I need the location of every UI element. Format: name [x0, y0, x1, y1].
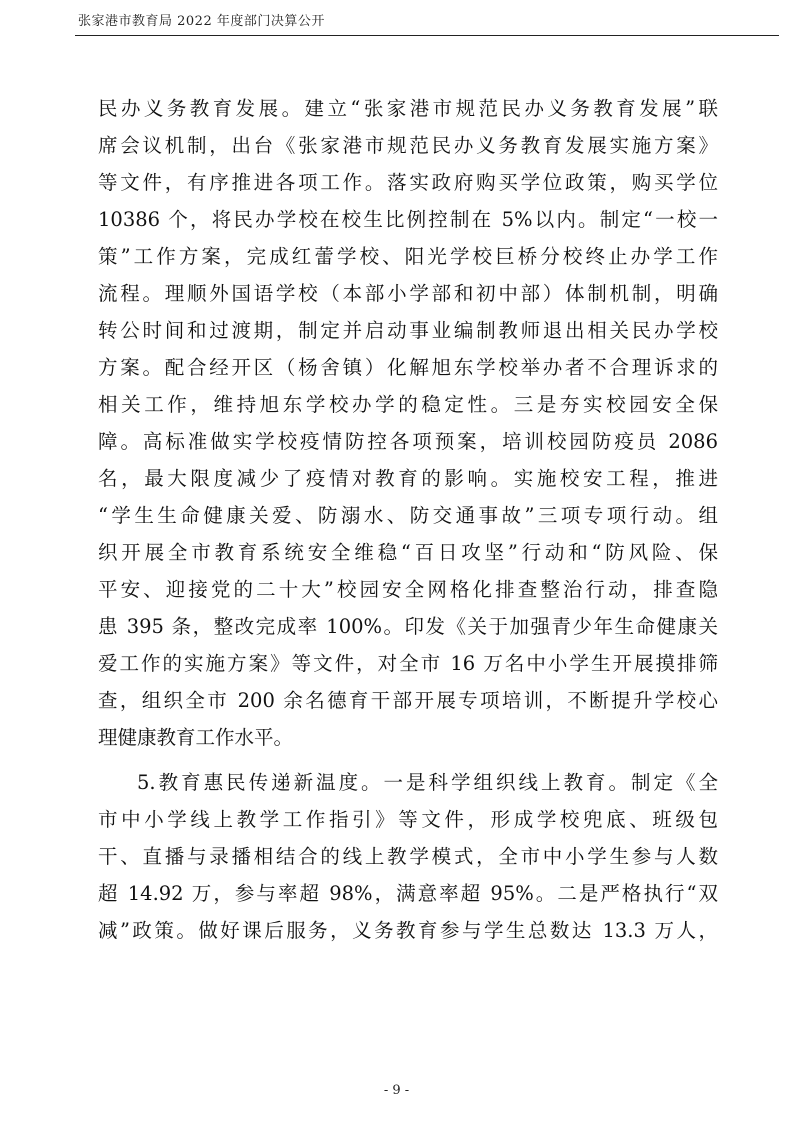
text-line: 10386 个，将民办学校在校生比例控制在 5%以内。制定“一校一: [98, 208, 718, 231]
text-line: 理健康教育工作水平。: [98, 726, 294, 749]
text-line: 平安、迎接党的二十大”校园安全网格化排查整治行动，排查隐: [98, 578, 718, 601]
header-divider: [75, 35, 779, 36]
text-line: 相关工作，维持旭东学校办学的稳定性。三是夯实校园安全保: [98, 393, 718, 416]
paragraph-2: [98, 764, 718, 949]
text-line: 等文件，有序推进各项工作。落实政府购买学位政策，购买学位: [98, 171, 718, 194]
document-body: [98, 90, 718, 949]
text-line: 患 395 条，整改完成率 100%。印发《关于加强青少年生命健康关: [98, 615, 718, 638]
text-line: 织开展全市教育系统安全维稳“百日攻坚”行动和“防风险、保: [98, 541, 718, 564]
text-line: “学生生命健康关爱、防溺水、防交通事故”三项专项行动。组: [98, 504, 718, 527]
text-line: 爱工作的实施方案》等文件，对全市 16 万名中小学生开展摸排筛: [98, 652, 718, 675]
page-number: - 9 -: [383, 1083, 410, 1098]
text-line: 减”政策。做好课后服务，义务教育参与学生总数达 13.3 万人，: [98, 919, 718, 942]
paragraph-gap: [98, 756, 718, 764]
text-line: 障。高标准做实学校疫情防控各项预案，培训校园防疫员 2086: [98, 430, 718, 453]
page-header-title: 张家港市教育局 2022 年度部门决算公开: [78, 14, 325, 29]
text-line: 市中小学线上教学工作指引》等文件，形成学校兜底、班级包: [98, 808, 718, 831]
text-line: 流程。理顺外国语学校（本部小学部和初中部）体制机制，明确: [98, 282, 718, 305]
text-line: 干、直播与录播相结合的线上教学模式，全市中小学生参与人数: [98, 845, 718, 868]
text-line: 席会议机制，出台《张家港市规范民办义务教育发展实施方案》: [98, 134, 718, 157]
text-line: 查，组织全市 200 余名德育干部开展专项培训，不断提升学校心: [98, 689, 718, 712]
paragraph-1: [98, 90, 718, 756]
text-line: 转公时间和过渡期，制定并启动事业编制教师退出相关民办学校: [98, 319, 718, 342]
text-line: 5.教育惠民传递新温度。一是科学组织线上教育。制定《全: [137, 771, 718, 794]
text-line: 名，最大限度减少了疫情对教育的影响。实施校安工程，推进: [98, 467, 718, 490]
text-line: 方案。配合经开区（杨舍镇）化解旭东学校举办者不合理诉求的: [98, 356, 718, 379]
text-line: 策”工作方案，完成红蕾学校、阳光学校巨桥分校终止办学工作: [98, 245, 718, 268]
text-line: 民办义务教育发展。建立“张家港市规范民办义务教育发展”联: [98, 97, 718, 120]
text-line: 超 14.92 万，参与率超 98%，满意率超 95%。二是严格执行“双: [98, 882, 718, 905]
